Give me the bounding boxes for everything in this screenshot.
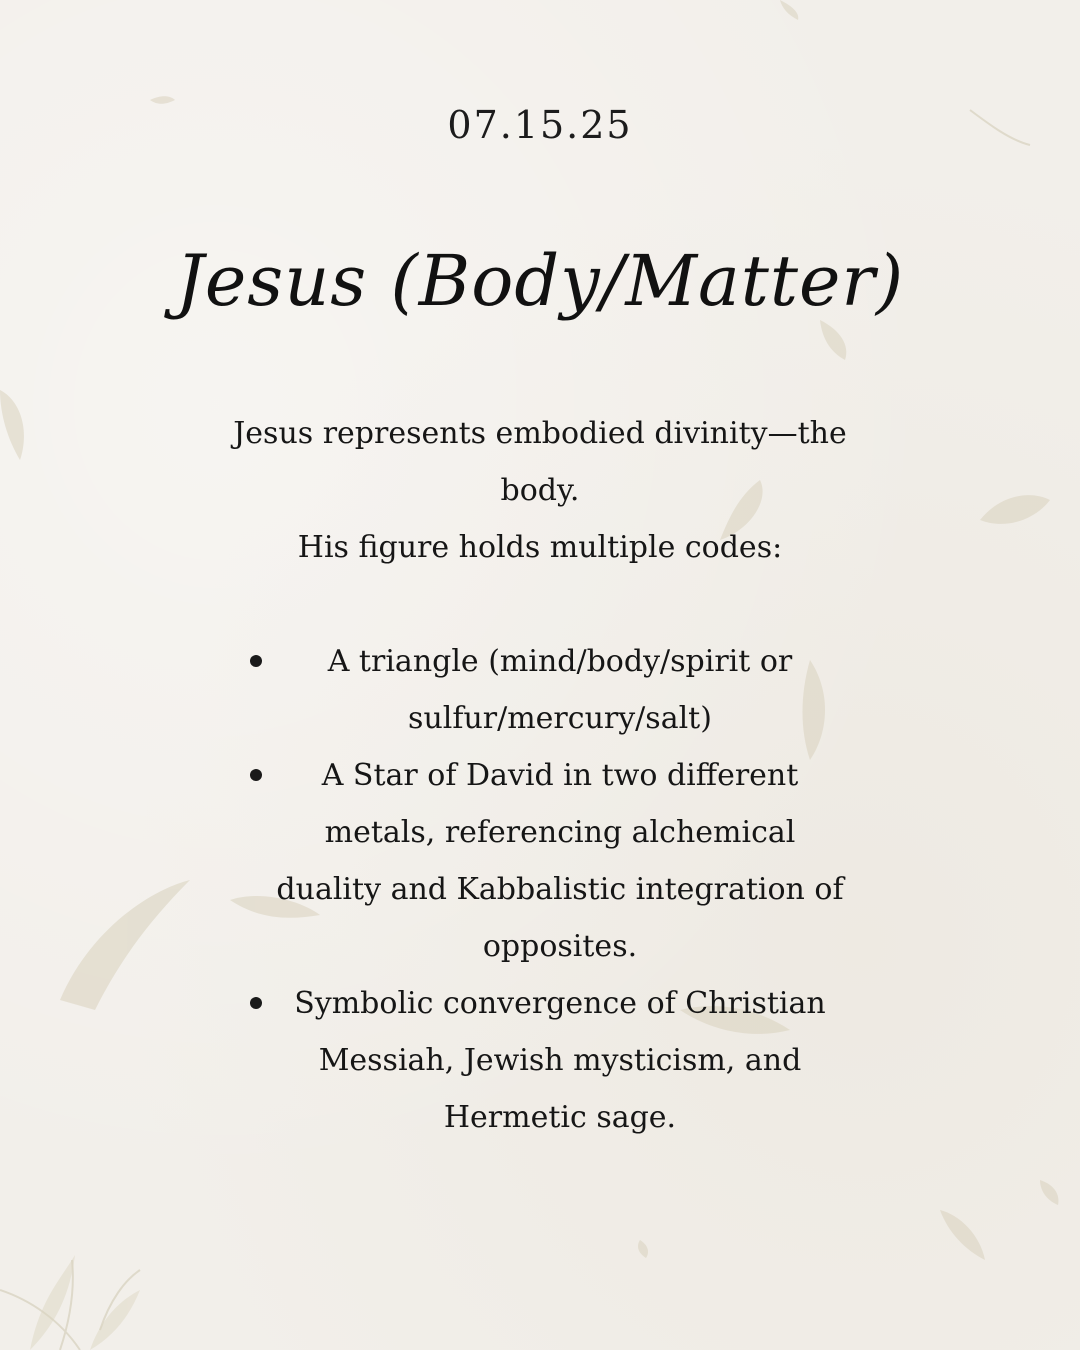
- list-item-text: A triangle (mind/body/spirit or sulfur/mercury/salt): [327, 644, 793, 736]
- bullet-icon: [250, 997, 262, 1009]
- petal-shape: [780, 0, 798, 20]
- petal-shape: [0, 390, 24, 460]
- post-date: 07.15.25: [447, 103, 633, 147]
- list-item-text: Symbolic convergence of Christian Messiah, Jewish mysticism, and Hermetic sage.: [294, 986, 826, 1135]
- intro-paragraph: [230, 405, 850, 576]
- list-item-text: A Star of David in two different metals, referencing alchemical duality and Kabbalistic integration of opposites.: [276, 758, 844, 964]
- bullet-icon: [250, 769, 262, 781]
- leaf-shape: [90, 1290, 140, 1350]
- list-item: [230, 975, 850, 1146]
- page-title: Jesus (Body/Matter): [175, 240, 905, 322]
- intro-line: His figure holds multiple codes:: [297, 530, 783, 565]
- list-item: [230, 747, 850, 975]
- codes-list: [230, 633, 850, 1146]
- petal-shape: [940, 1210, 985, 1260]
- bullet-icon: [250, 655, 262, 667]
- list-item: [230, 633, 850, 747]
- petal-shape: [60, 880, 190, 1010]
- petal-shape: [820, 320, 846, 360]
- petal-shape: [980, 495, 1050, 524]
- petal-shape: [1040, 1180, 1058, 1205]
- petal-shape: [638, 1240, 648, 1258]
- content-body: [230, 405, 850, 1146]
- intro-line: Jesus represents embodied divinity—the body.: [233, 416, 847, 508]
